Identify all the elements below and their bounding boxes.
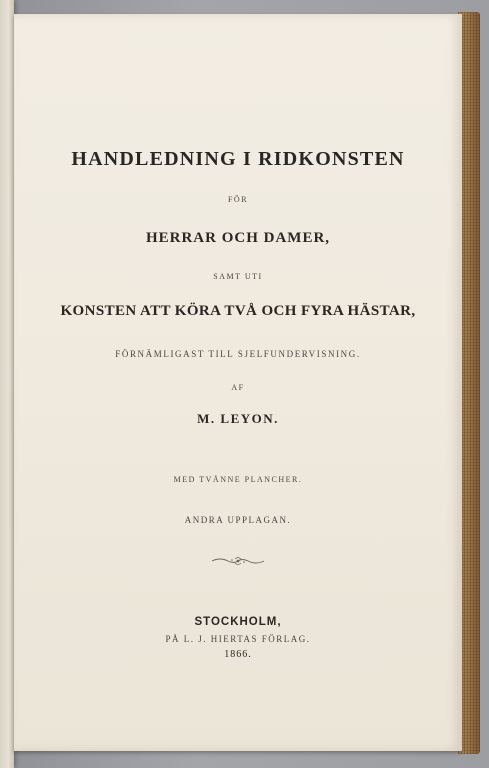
self-study-line: FÖRNÄMLIGAST TILL SJELFUNDERVISNING. <box>115 349 361 359</box>
samt-label: SAMT UTI <box>213 272 263 281</box>
edition-line: ANDRA UPPLAGAN. <box>184 515 292 525</box>
audience-line: HERRAR OCH DAMER, <box>145 230 331 246</box>
publication-year: 1866. <box>224 649 252 660</box>
subtitle-line: KONSTEN ATT KÖRA TVÅ OCH FYRA HÄSTAR, <box>60 303 416 319</box>
title-page <box>14 14 462 751</box>
city-name: STOCKHOLM, <box>194 616 282 628</box>
fleuron-divider-icon-svg <box>210 556 266 566</box>
fleuron-divider-icon <box>14 555 462 567</box>
for-label: FÖR <box>227 195 249 204</box>
book-title: HANDLEDNING I RIDKONSTEN <box>71 148 405 170</box>
left-page-edge <box>0 0 14 768</box>
plates-line: MED TVÅNNE PLANCHER. <box>173 475 303 484</box>
af-label: AF <box>231 383 245 392</box>
author-name: M. LEYON. <box>197 411 279 426</box>
publisher-line: PÅ L. J. HIERTAS FÖRLAG. <box>165 634 311 644</box>
